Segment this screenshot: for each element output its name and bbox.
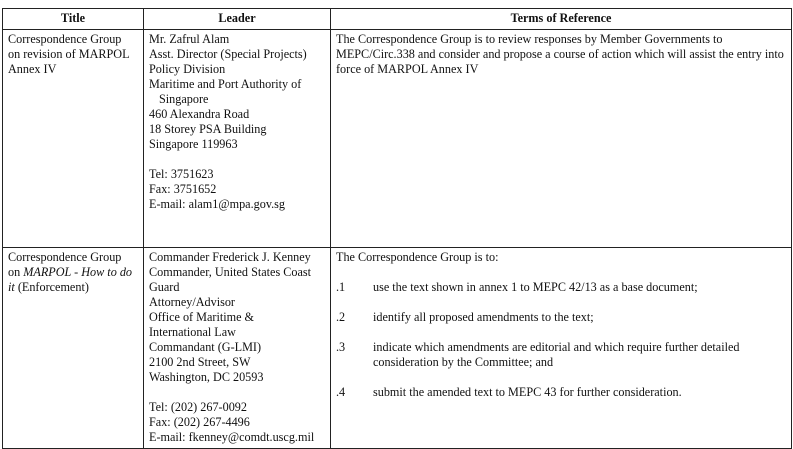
item-text: identify all proposed amendments to the text; bbox=[373, 310, 594, 324]
item-text: submit the amended text to MEPC 43 for further consideration. bbox=[373, 385, 682, 399]
leader-cell bbox=[144, 248, 331, 449]
item-number: .1 bbox=[336, 280, 346, 294]
address-line: 2100 2nd Street, SW bbox=[149, 355, 251, 369]
fax: Fax: 3751652 bbox=[149, 182, 217, 196]
address-line: Singapore 119963 bbox=[149, 137, 238, 151]
title-line: Correspondence Group bbox=[8, 32, 122, 46]
table-row bbox=[3, 30, 792, 248]
title-line: Annex IV bbox=[8, 62, 57, 76]
item-number: .3 bbox=[336, 340, 346, 354]
title-text: on bbox=[8, 265, 24, 279]
title-line: Correspondence Group bbox=[8, 250, 122, 264]
fax: Fax: (202) 267-4496 bbox=[149, 415, 250, 429]
address-line: Washington, DC 20593 bbox=[149, 370, 264, 384]
title-italic: it bbox=[8, 280, 15, 294]
title-cell bbox=[3, 30, 144, 248]
title-text: (Enforcement) bbox=[14, 280, 89, 294]
email: E-mail: alam1@mpa.gov.sg bbox=[149, 197, 286, 211]
list-item bbox=[336, 310, 786, 325]
address-line: 18 Storey PSA Building bbox=[149, 122, 267, 136]
leader-name: Mr. Zafrul Alam bbox=[149, 32, 230, 46]
terms-cell bbox=[331, 248, 792, 449]
phone: Tel: 3751623 bbox=[149, 167, 214, 181]
table-row bbox=[3, 248, 792, 449]
leader-line: Maritime and Port Authority of bbox=[149, 77, 302, 91]
terms-list bbox=[336, 280, 786, 400]
leader-cell bbox=[144, 30, 331, 248]
header-terms: Terms of Reference bbox=[331, 9, 792, 30]
leader-name: Commander Frederick J. Kenney bbox=[149, 250, 311, 264]
terms-text: The Correspondence Group is to review responses by Member Governments to MEPC/Circ.338 and consider and propose a course of action which will assist the entry into force of MARPOL Annex IV bbox=[336, 32, 784, 76]
header-title: Title bbox=[3, 9, 144, 30]
item-text: indicate which amendments are editorial and which require further detailed consideration by the Committee; and bbox=[373, 340, 740, 369]
email: E-mail: fkenney@comdt.uscg.mil bbox=[149, 430, 315, 444]
terms-cell bbox=[331, 30, 792, 248]
header-row bbox=[3, 9, 792, 30]
leader-line: International Law bbox=[149, 325, 236, 339]
leader-line: Commandant (G-LMI) bbox=[149, 340, 262, 354]
list-item bbox=[336, 340, 786, 370]
terms-intro: The Correspondence Group is to: bbox=[336, 250, 499, 264]
list-item bbox=[336, 280, 786, 295]
leader-line: Attorney/Advisor bbox=[149, 295, 235, 309]
list-item bbox=[336, 385, 786, 400]
leader-line: Office of Maritime & bbox=[149, 310, 255, 324]
item-text: use the text shown in annex 1 to MEPC 42/13 as a base document; bbox=[373, 280, 698, 294]
leader-line: Singapore bbox=[159, 92, 209, 106]
header-leader: Leader bbox=[144, 9, 331, 30]
leader-line: Guard bbox=[149, 280, 180, 294]
leader-line: Asst. Director (Special Projects) bbox=[149, 47, 307, 61]
item-number: .2 bbox=[336, 310, 346, 324]
phone: Tel: (202) 267-0092 bbox=[149, 400, 247, 414]
leader-line: Commander, United States Coast bbox=[149, 265, 311, 279]
title-cell bbox=[3, 248, 144, 449]
address-line: 460 Alexandra Road bbox=[149, 107, 250, 121]
leader-line: Policy Division bbox=[149, 62, 226, 76]
item-number: .4 bbox=[336, 385, 346, 399]
groups-table bbox=[2, 8, 792, 449]
title-italic: MARPOL - How to do bbox=[23, 265, 133, 279]
title-line: on revision of MARPOL bbox=[8, 47, 130, 61]
